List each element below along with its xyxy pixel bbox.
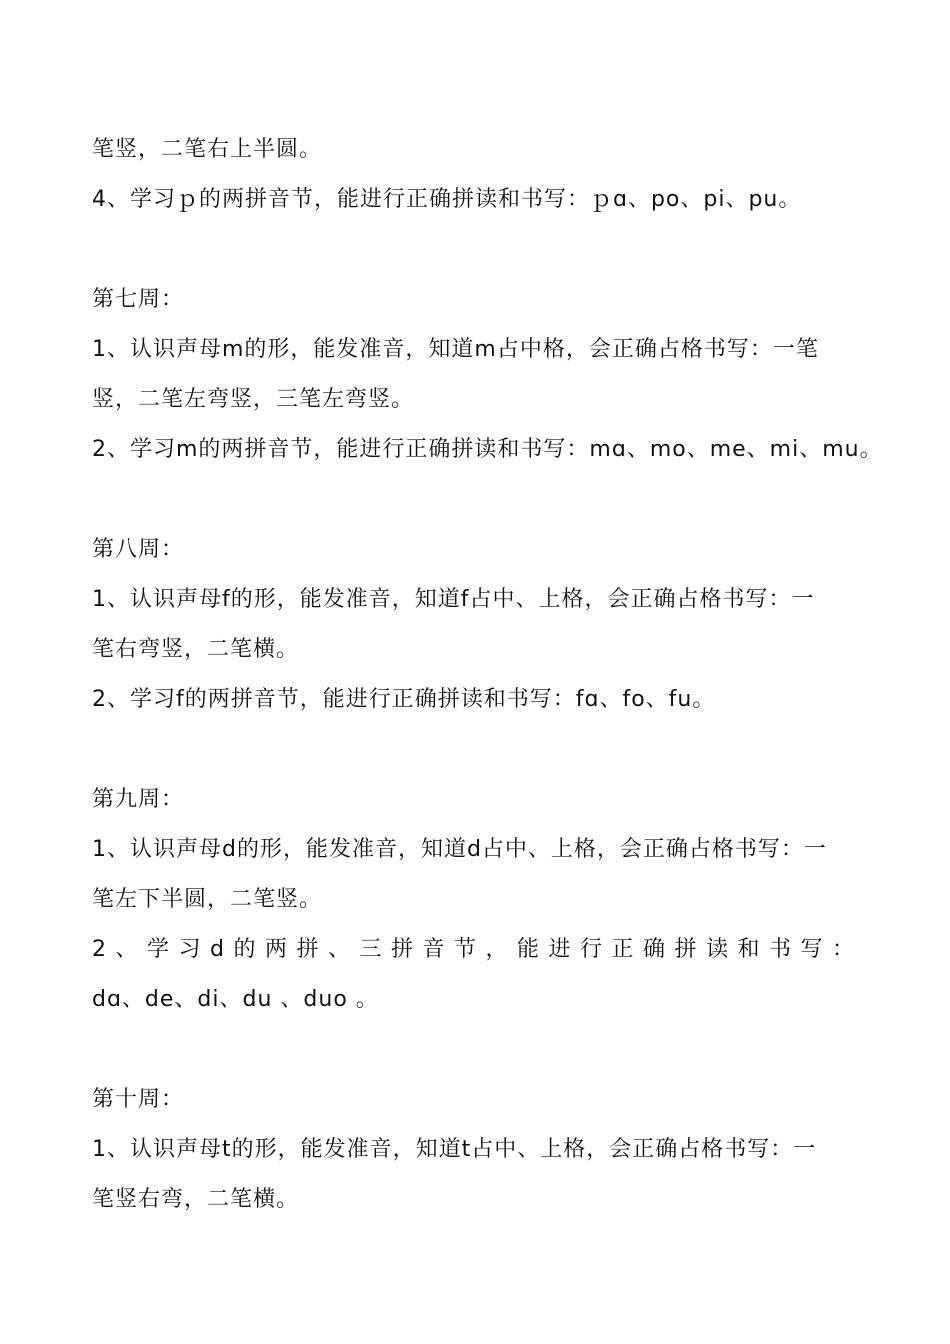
text-line: 1、认识声母m的形，能发准音，知道m占中格，会正确占格书写：一笔 xyxy=(92,337,819,362)
text-line: 1、认识声母t的形，能发准音，知道t占中、上格，会正确占格书写：一 xyxy=(92,1137,817,1162)
text-line: 笔竖右弯，二笔横。 xyxy=(92,1187,300,1212)
text-line: 2、学习d的两拼、三拼音节，能进行正确拼读和书写： xyxy=(92,937,864,962)
section-heading-week-9: 第九周： xyxy=(92,787,185,812)
text-line: 竖，二笔左弯竖，三笔左弯竖。 xyxy=(92,387,415,412)
text-line: dɑ、de、di、du 、duo 。 xyxy=(92,987,379,1012)
text-line: 2、学习f的两拼音节，能进行正确拼读和书写：fɑ、fo、fu。 xyxy=(92,687,716,712)
section-heading-week-7: 第七周： xyxy=(92,287,185,312)
section-heading-week-8: 第八周： xyxy=(92,537,185,562)
text-line: 笔竖，二笔右上半圆。 xyxy=(92,137,323,162)
text-line: 笔右弯竖，二笔横。 xyxy=(92,637,300,662)
text-line: 4、学习ｐ的两拼音节，能进行正确拼读和书写：ｐɑ、po、pi、pu。 xyxy=(92,187,802,212)
text-line: 1、认识声母d的形，能发准音，知道d占中、上格，会正确占格书写：一 xyxy=(92,837,827,862)
section-heading-week-10: 第十周： xyxy=(92,1087,185,1112)
text-line: 笔左下半圆，二笔竖。 xyxy=(92,887,323,912)
text-line: 2、学习m的两拼音节，能进行正确拼读和书写：mɑ、mo、me、mi、mu。 xyxy=(92,437,883,462)
text-line: 1、认识声母f的形，能发准音，知道f占中、上格，会正确占格书写：一 xyxy=(92,587,815,612)
